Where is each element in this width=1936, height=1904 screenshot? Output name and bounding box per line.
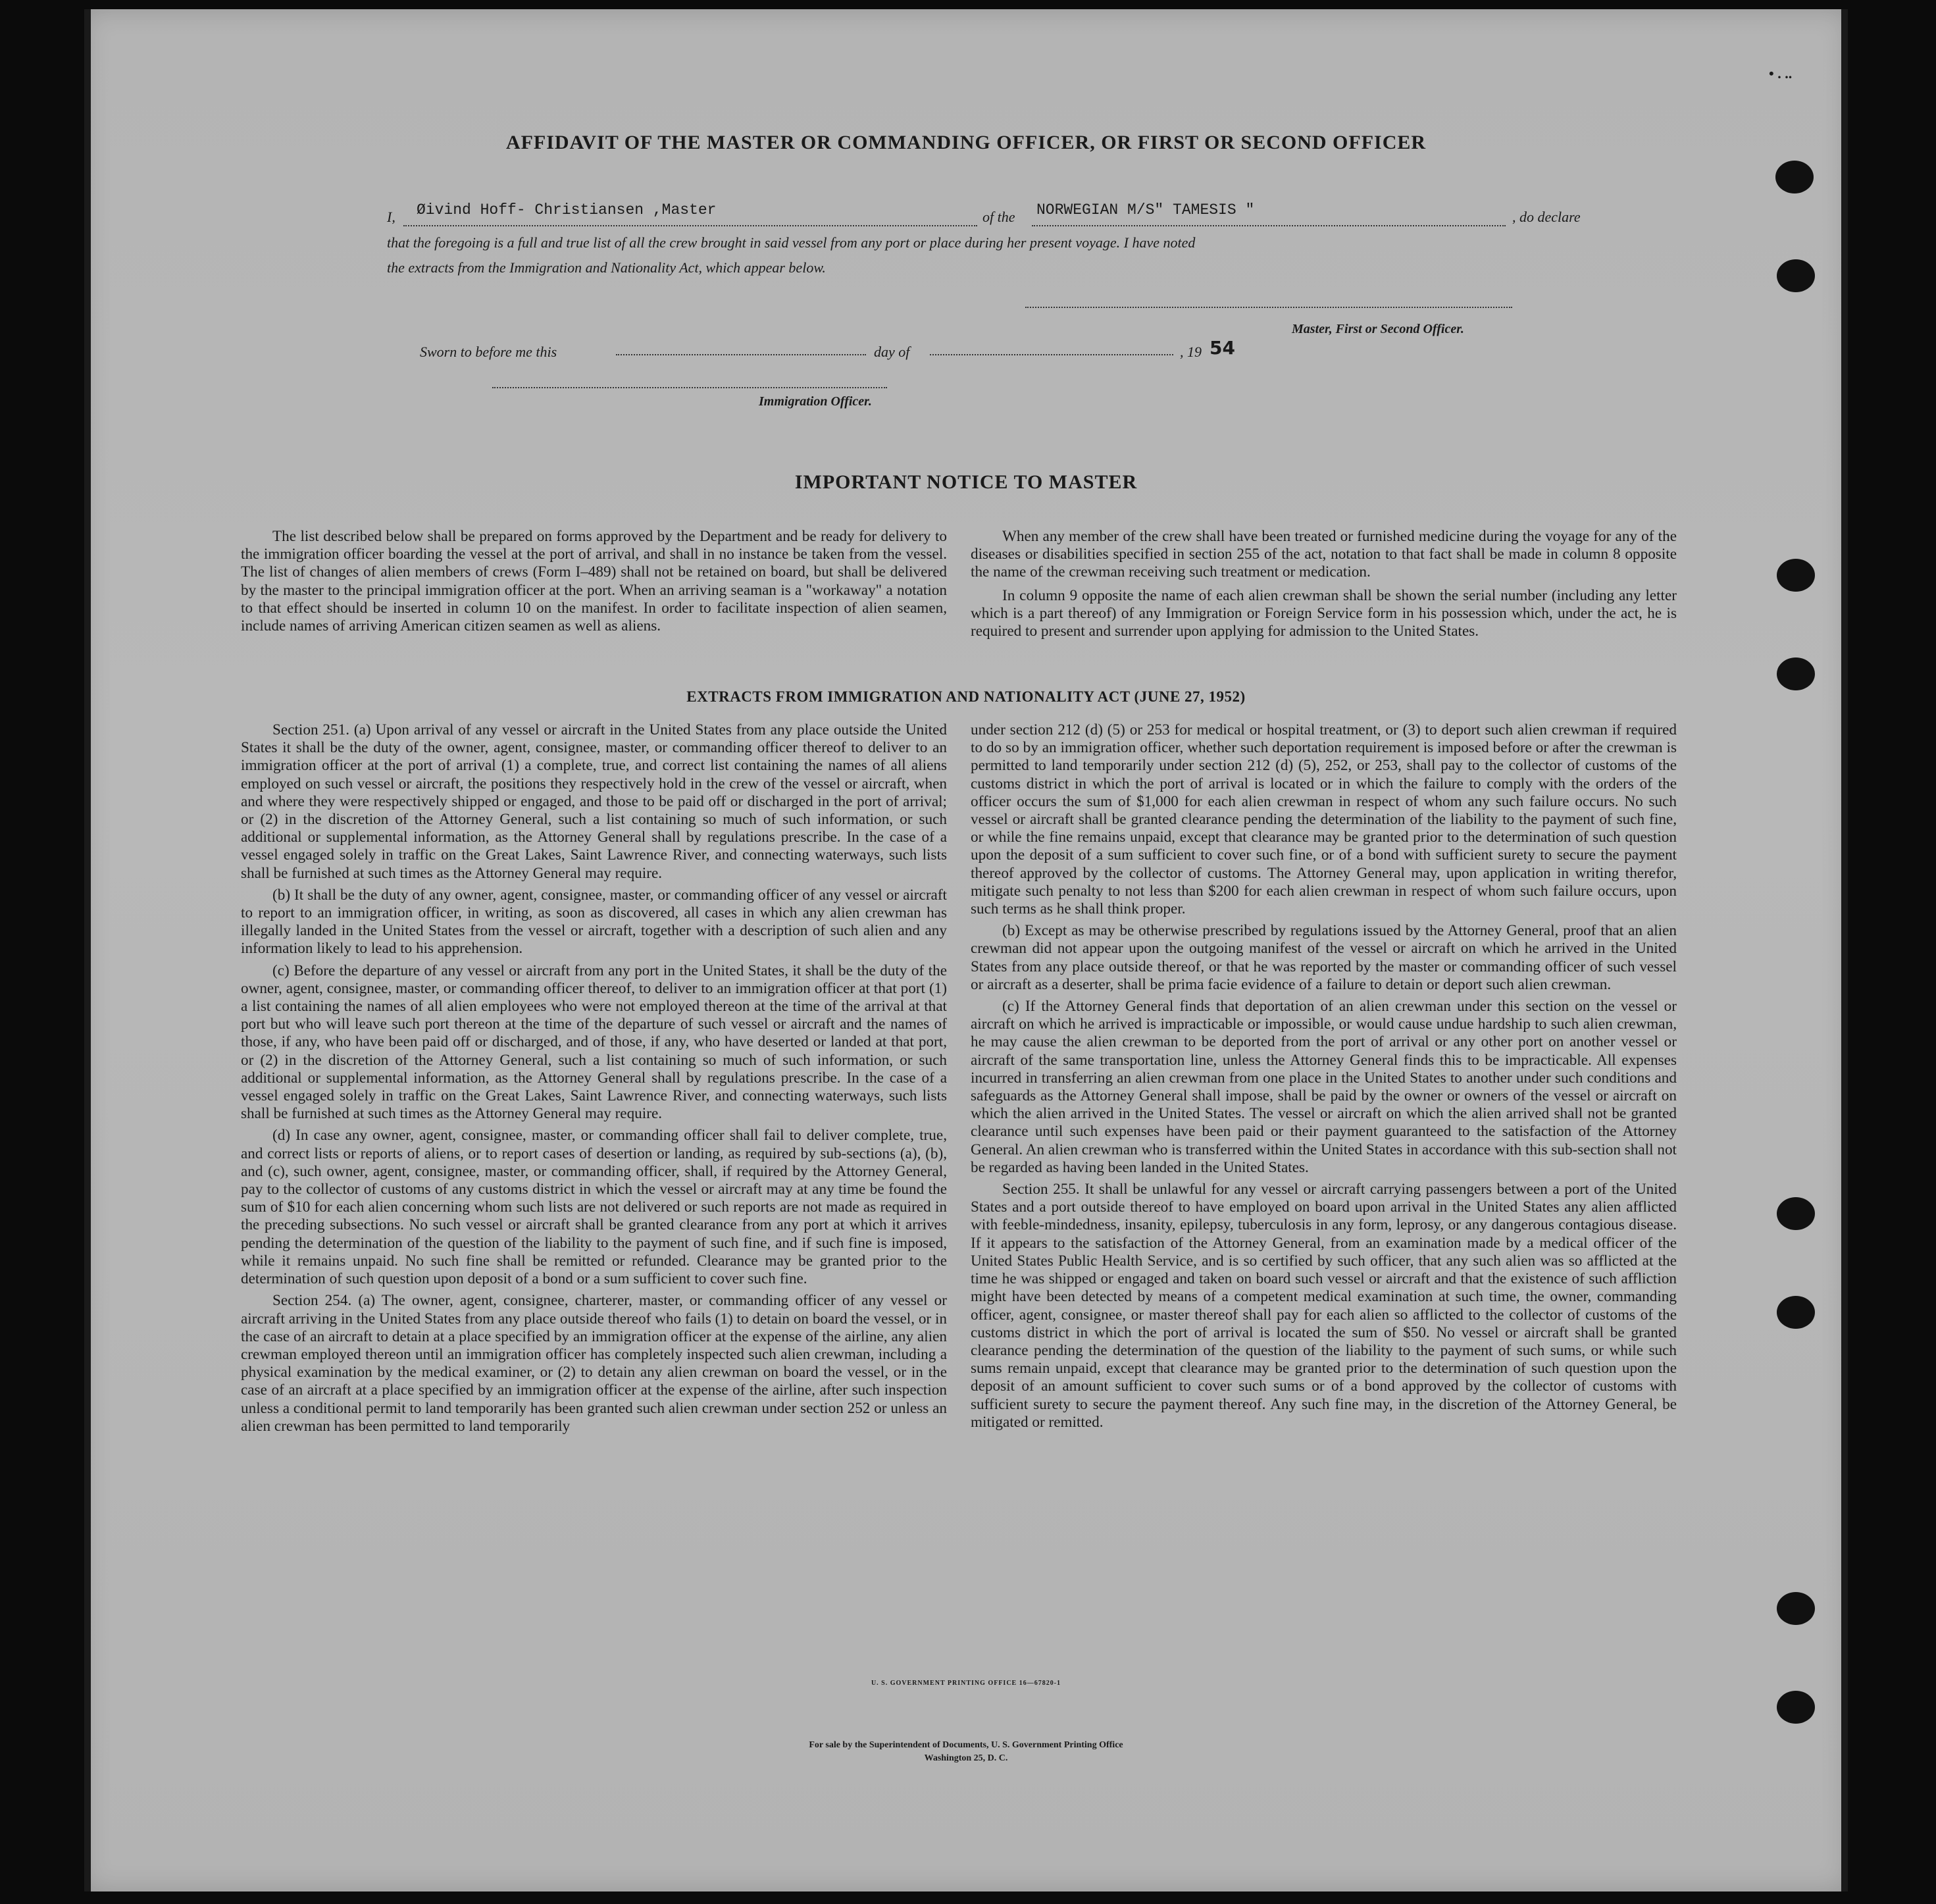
- affidavit-title: AFFIDAVIT OF THE MASTER OR COMMANDING OFFICER, OR FIRST OR SECOND OFFICER: [505, 132, 1427, 153]
- punch-hole: [1777, 1592, 1815, 1625]
- section-254a: Section 254. (a) The owner, agent, consignee, charterer, master, or commanding officer of any vessel or aircraft arriving in the United States from any place outside thereof who fails (1) to detain on board the vessel, or in the case of an aircraft to detain at a place specified by an immigration officer at the expense of the airline, any alien crewman employed thereon until an immigration officer has completely inspected such alien crewman, including a physical examination by the medical examiner, or (2) to detain any alien crewman on board the vessel, or in the case of an aircraft at a place specified by an immigration officer at the expense of the airline, after such inspection unless a conditional permit to land temporarily has been granted such alien crewman under section 252 or unless an alien crewman has been permitted to land temporarily: [241, 1292, 947, 1435]
- section-254b: (b) Except as may be otherwise prescribed by regulations issued by the Attorney General, proof that an alien crewman did not appear upon the outgoing manifest of the vessel or aircraft on which he arrived in the United States from any place outside thereof, or that he was reported by the master or commanding officer of such vessel or aircraft as a deserter, shall be prima facie evidence of a failure to detain or deport such alien crewman.: [971, 922, 1677, 993]
- year-prefix: , 19: [1180, 344, 1202, 360]
- punch-hole: [1775, 161, 1814, 193]
- punch-hole: [1777, 559, 1815, 592]
- day-of-label: day of: [874, 344, 910, 360]
- master-name-field: Øivind Hoff- Christiansen ,Master: [417, 201, 717, 219]
- punch-hole: [1777, 1197, 1815, 1230]
- punch-hole: [1777, 1296, 1815, 1329]
- declaration-of-the: of the: [982, 209, 1015, 225]
- sale-notice: [84, 1739, 1848, 1765]
- notice-paragraph-3: In column 9 opposite the name of each alien crewman shall be shown the serial number (including any letter which is a part thereof) of any Immigration or Foreign Service form in his possession which, under the act, he is required to present and surrender upon applying for admission to the United States.: [971, 586, 1677, 640]
- section-251b: (b) It shall be the duty of any owner, agent, consignee, master, or commanding officer of any vessel or aircraft to report to an immigration officer, in writing, as soon as discovered, all cases in which any alien crewman has illegally landed in the United States from the vessel or aircraft, together with a description of such alien and any information likely to lead to his apprehension.: [241, 886, 947, 958]
- declaration-line-2: the extracts from the Immigration and Nationality Act, which appear below.: [387, 259, 826, 276]
- notice-title: IMPORTANT NOTICE TO MASTER: [794, 471, 1138, 493]
- section-251c: (c) Before the departure of any vessel or aircraft from any port in the United States, it shall be the duty of the owner, agent, consignee, master, or commanding officer thereof, to deliver to an immigration officer at that port (1) a list containing the names of all alien employees who were not employed thereon at the time of the arrival at that port but who will leave such port thereon at the time of the departure of such vessel or aircraft and the names of those, if any, who have been paid off or discharged, and of those, if any, who have deserted or landed at that port, or (2) in the discretion of the Attorney General, such a list containing so much of such information, or such additional or supplemental information, as the Attorney General shall by regulations prescribe. In the case of a vessel engaged solely in traffic on the Great Lakes, Saint Lawrence River, and connecting waterways, such lists shall be furnished at such times as the Attorney General may require.: [241, 962, 947, 1123]
- sworn-label: Sworn to before me this: [420, 344, 557, 360]
- punch-hole: [1777, 1691, 1815, 1724]
- sale-notice-line-2: Washington 25, D. C.: [924, 1753, 1008, 1763]
- immigration-officer-label: Immigration Officer.: [759, 394, 872, 409]
- document-page: [84, 9, 1848, 1891]
- notice-paragraph-1: The list described below shall be prepared on forms approved by the Department and be ready for delivery to the immigration officer boarding the vessel at the port of arrival, and shall in no instance be taken from the vessel. The list of changes of alien members of crews (Form I–489) shall not be retained on board, but shall be delivered by the master to the principal immigration officer at the port. When an arriving seaman is a "workaway" a notation to that effect should be inserted in column 10 on the manifest. In order to facilitate inspection of alien seamen, include names of arriving American citizen seamen as well as aliens.: [241, 528, 947, 635]
- sale-notice-line-1: For sale by the Superintendent of Documents, U. S. Government Printing Office: [809, 1740, 1123, 1750]
- vessel-name-field: NORWEGIAN M/S" TAMESIS ": [1036, 201, 1255, 219]
- declaration-prefix: I,: [387, 209, 395, 225]
- section-254c: (c) If the Attorney General finds that deportation of an alien crewman under this section on the vessel or aircraft on which he arrived is impracticable or impossible, or would cause undue hardship to such alien crewman, he may cause the alien crewman to be deported from the port of arrival or any other port on another vessel or aircraft of the same transportation line, unless the Attorney General finds this to be impracticable. All expenses incurred in transferring an alien crewman from one place in the United States to another under such conditions and safeguards as the Attorney General shall impose, shall be paid by the owner or owners of the vessel or aircraft on which the alien arrived in the United States. The vessel or aircraft on which the alien arrived shall not be granted clearance until such expenses have been paid or their payment guaranteed to the satisfaction of the Attorney General. An alien crewman who is transferred within the United States in accordance with this sub-section shall not be regarded as having been landed in the United States.: [971, 998, 1677, 1176]
- section-251a: Section 251. (a) Upon arrival of any vessel or aircraft in the United States from any place outside the United States it shall be the duty of the owner, agent, consignee, master, or commanding officer thereof to deliver to an immigration officer at the port of arrival (1) a complete, true, and correct list containing the names of all aliens employed on such vessel or aircraft, the positions they respectively hold in the crew of the vessel or aircraft, when and where they were respectively shipped or engaged, and those to be paid off or discharged in the port of arrival; or (2) in the discretion of the Attorney General, such a list containing so much of such information, or such additional or supplemental information, as the Attorney General shall by regulations prescribe. In the case of a vessel engaged solely in traffic on the Great Lakes, Saint Lawrence River, and connecting waterways, such lists shall be furnished at such times as the Attorney General may require.: [241, 721, 947, 882]
- section-255: Section 255. It shall be unlawful for any vessel or aircraft carrying passengers between a port of the United States and a port outside thereof to have employed on board upon arrival in the United States any alien afflicted with feeble-mindedness, insanity, epilepsy, tuberculosis in any form, leprosy, or any dangerous contagious disease. If it appears to the satisfaction of the Attorney General, from an examination made by a medical officer of the United States Public Health Service, and is so certified by such officer, that any such alien was so afflicted at the time he was shipped or engaged and taken on board such vessel or aircraft and that the existence of such affliction might have been detected by means of a competent medical examination at such time, the owner, commanding officer, agent, consignee, or master thereof shall pay for each alien so afflicted to the collector of customs of the customs district in which the port of arrival is located the sum of $50. No vessel or aircraft shall be granted clearance pending the determination of the question of the liability to the payment of such sums, or while such sums remain unpaid, except that clearance may be granted prior to the determination of such question upon the deposit of an amount sufficient to cover such sums or of a bond approved by the collector of customs with sufficient surety to secure the payment thereof. Any such fine may, in the discretion of the Attorney General, be mitigated or remitted.: [971, 1181, 1677, 1431]
- master-signature-label: Master, First or Second Officer.: [1292, 322, 1464, 336]
- extracts-right-column: [971, 721, 1677, 1431]
- printing-office-line: U. S. GOVERNMENT PRINTING OFFICE 16—67820-1: [871, 1680, 1061, 1687]
- year-handwritten: 54: [1210, 337, 1235, 359]
- notice-right-column: [971, 528, 1677, 640]
- page-left-edge: [84, 9, 91, 1891]
- punch-hole: [1777, 657, 1815, 690]
- do-declare-label: , do declare: [1512, 209, 1581, 225]
- page-right-edge: [1841, 9, 1848, 1891]
- section-251d: (d) In case any owner, agent, consignee, master, or commanding officer shall fail to deliver complete, true, and correct lists or reports of aliens, or to report cases of desertion or landing, as required by sub-sections (a), (b), and (c), such owner, agent, consignee, master, or commanding officer, shall, if required by the Attorney General, pay to the collector of customs of any customs district in which the vessel or aircraft may at any time be found the sum of $10 for each alien concerning whom such lists are not delivered or such reports are not made as required in the preceding subsections. No such vessel or aircraft shall be granted clearance from any port at which it arrives pending the determination of the question of the liability to the payment of such fine, and if such fine is imposed, while it remains unpaid. No such fine shall be remitted or refunded. Clearance may be granted prior to the determination of such question upon deposit of a bond or a sum sufficient to cover such fine.: [241, 1127, 947, 1288]
- punch-hole: [1777, 259, 1815, 292]
- notice-left-column: [241, 528, 947, 635]
- extracts-title: EXTRACTS FROM IMMIGRATION AND NATIONALITY ACT (JUNE 27, 1952): [686, 688, 1246, 705]
- declaration-line-1: that the foregoing is a full and true list of all the crew brought in said vessel from any port or place during her present voyage. I have noted: [387, 234, 1196, 251]
- section-254a-continued: under section 212 (d) (5) or 253 for medical or hospital treatment, or (3) to deport such alien crewman if required to do so by an immigration officer, whether such deportation requirement is imposed before or after the crewman is permitted to land temporarily under section 212 (d) (5), 252, or 253, shall pay to the collector of customs of the customs district in which the port of arrival is located or in which the failure to comply with the orders of the officer occurs the sum of $1,000 for each alien crewman in respect of whom any such failure occurs. No such vessel or aircraft shall be granted clearance pending the determination of the liability to the payment of such fine, or while the fine remains unpaid, except that clearance may be granted prior to the determination of such question upon the deposit of a sum sufficient to cover such fine, or of a bond with sufficient surety to secure the payment thereof approved by the collector of customs. The Attorney General may, upon application in writing therefor, mitigate such penalty to not less than $200 for each alien crewman in respect of whom such failure occurs, upon such terms as he shall think proper.: [971, 721, 1677, 918]
- extracts-left-column: [241, 721, 947, 1435]
- notice-paragraph-2: When any member of the crew shall have been treated or furnished medicine during the voyage for any of the diseases or disabilities specified in section 255 of the act, notation to that fact shall be made in column 8 opposite the name of the crewman receiving such treatment or medication.: [971, 528, 1677, 581]
- corner-mark: • . ..: [1769, 65, 1793, 82]
